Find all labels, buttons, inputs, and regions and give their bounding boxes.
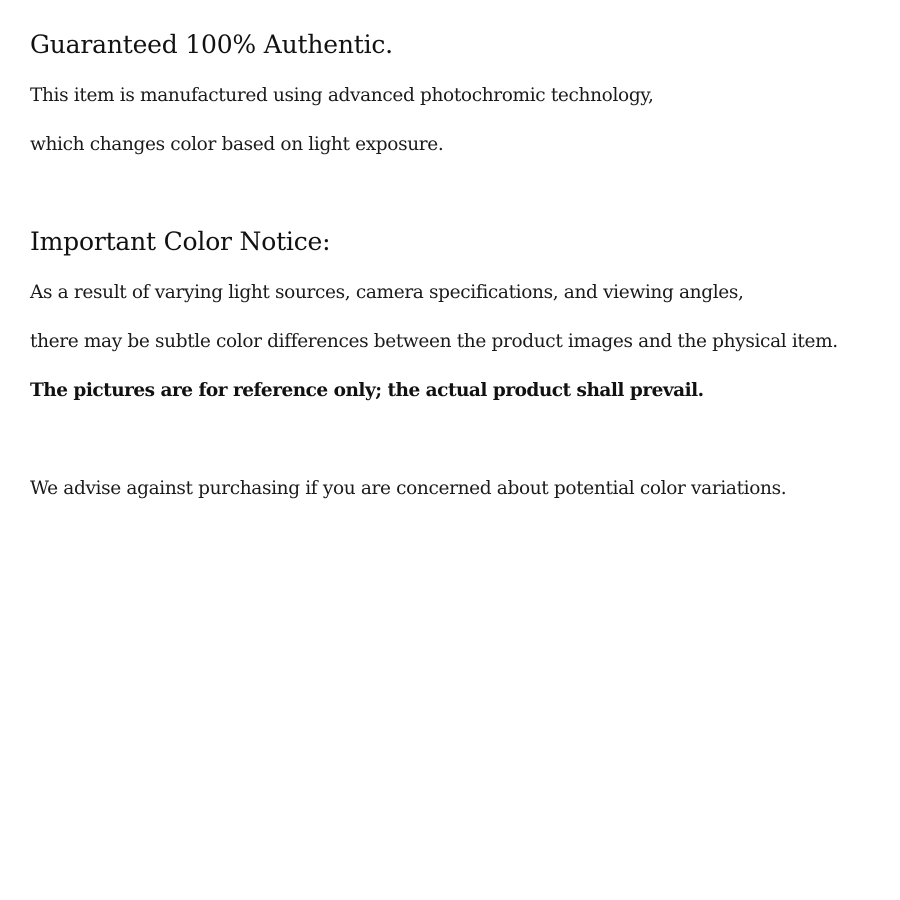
authenticity-line-2: which changes color based on light exposure. [30, 134, 444, 155]
color-notice-heading: Important Color Notice: [30, 227, 331, 256]
color-notice-line-1: As a result of varying light sources, camera specifications, and viewing angles, [30, 282, 744, 303]
reference-only-statement: The pictures are for reference only; the actual product shall prevail. [30, 380, 704, 401]
authenticity-line-1: This item is manufactured using advanced photochromic technology, [30, 85, 654, 106]
color-notice-line-2: there may be subtle color differences between the product images and the physical item. [30, 331, 838, 352]
purchase-advice: We advise against purchasing if you are concerned about potential color variations. [30, 478, 787, 499]
authenticity-heading: Guaranteed 100% Authentic. [30, 30, 393, 59]
